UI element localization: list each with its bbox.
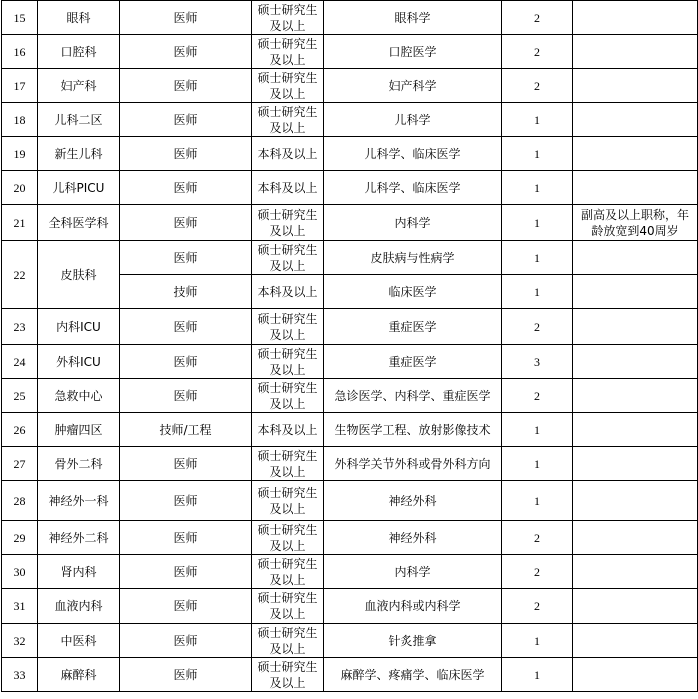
- cell-no: 26: [2, 413, 38, 447]
- cell-count: 2: [502, 589, 573, 624]
- table-row: [2, 555, 698, 589]
- cell-pos: 医师: [120, 658, 252, 692]
- cell-major: 儿科学: [324, 103, 502, 137]
- cell-no: 22: [2, 241, 38, 309]
- cell-edu: 本科及以上: [252, 171, 324, 205]
- cell-edu: 硕士研究生及以上: [252, 103, 324, 137]
- cell-dept: 血液内科: [38, 589, 120, 624]
- cell-note: [573, 555, 698, 589]
- cell-dept: 肿瘤四区: [38, 413, 120, 447]
- cell-note: [573, 658, 698, 692]
- cell-no: 24: [2, 345, 38, 379]
- cell-pos: 技师/工程: [120, 413, 252, 447]
- cell-count: 2: [502, 555, 573, 589]
- table-row: [2, 624, 698, 658]
- cell-pos: 医师: [120, 379, 252, 413]
- cell-edu: 硕士研究生及以上: [252, 205, 324, 241]
- cell-edu: 硕士研究生及以上: [252, 447, 324, 481]
- cell-no: 19: [2, 137, 38, 171]
- cell-pos: 医师: [120, 241, 252, 275]
- cell-count: 2: [502, 521, 573, 555]
- cell-major: 内科学: [324, 205, 502, 241]
- cell-note: 副高及以上职称，年龄放宽到40周岁: [573, 205, 698, 241]
- cell-edu: 硕士研究生及以上: [252, 241, 324, 275]
- cell-note: [573, 624, 698, 658]
- cell-pos: 医师: [120, 103, 252, 137]
- cell-count: 2: [502, 309, 573, 345]
- cell-major: 眼科学: [324, 1, 502, 35]
- cell-edu: 硕士研究生及以上: [252, 69, 324, 103]
- cell-note: [573, 103, 698, 137]
- cell-pos: 医师: [120, 521, 252, 555]
- cell-count: 1: [502, 103, 573, 137]
- cell-edu: 硕士研究生及以上: [252, 589, 324, 624]
- cell-note: [573, 521, 698, 555]
- cell-major: 儿科学、临床医学: [324, 137, 502, 171]
- cell-note: [573, 1, 698, 35]
- cell-count: 2: [502, 69, 573, 103]
- cell-dept: 皮肤科: [38, 241, 120, 309]
- cell-no: 28: [2, 481, 38, 521]
- cell-no: 15: [2, 1, 38, 35]
- cell-major: 麻醉学、疼痛学、临床医学: [324, 658, 502, 692]
- table-row: [2, 241, 698, 275]
- cell-count: 2: [502, 379, 573, 413]
- table-row: [2, 447, 698, 481]
- table-row: [2, 658, 698, 692]
- cell-no: 17: [2, 69, 38, 103]
- cell-no: 33: [2, 658, 38, 692]
- cell-edu: 硕士研究生及以上: [252, 624, 324, 658]
- cell-no: 23: [2, 309, 38, 345]
- table-row: [2, 69, 698, 103]
- cell-note: [573, 35, 698, 69]
- cell-note: [573, 379, 698, 413]
- table-row: [2, 103, 698, 137]
- table-row: [2, 171, 698, 205]
- cell-note: [573, 345, 698, 379]
- cell-pos: 医师: [120, 69, 252, 103]
- cell-dept: 全科医学科: [38, 205, 120, 241]
- cell-dept: 眼科: [38, 1, 120, 35]
- cell-no: 32: [2, 624, 38, 658]
- cell-pos: 医师: [120, 447, 252, 481]
- cell-count: 1: [502, 624, 573, 658]
- cell-pos: 医师: [120, 345, 252, 379]
- cell-pos: 医师: [120, 309, 252, 345]
- table-row: [2, 345, 698, 379]
- cell-pos: 医师: [120, 481, 252, 521]
- cell-edu: 硕士研究生及以上: [252, 521, 324, 555]
- cell-major: 内科学: [324, 555, 502, 589]
- cell-no: 16: [2, 35, 38, 69]
- cell-note: [573, 275, 698, 309]
- cell-dept: 神经外二科: [38, 521, 120, 555]
- cell-major: 重症医学: [324, 309, 502, 345]
- cell-pos: 医师: [120, 555, 252, 589]
- cell-pos: 医师: [120, 137, 252, 171]
- cell-edu: 硕士研究生及以上: [252, 1, 324, 35]
- cell-dept: 内科ICU: [38, 309, 120, 345]
- cell-note: [573, 171, 698, 205]
- cell-major: 针炙推拿: [324, 624, 502, 658]
- cell-note: [573, 413, 698, 447]
- cell-dept: 中医科: [38, 624, 120, 658]
- cell-dept: 肾内科: [38, 555, 120, 589]
- cell-major: 临床医学: [324, 275, 502, 309]
- table-row: [2, 205, 698, 241]
- cell-count: 1: [502, 137, 573, 171]
- table-row: [2, 309, 698, 345]
- table-row: [2, 137, 698, 171]
- cell-edu: 硕士研究生及以上: [252, 658, 324, 692]
- cell-note: [573, 69, 698, 103]
- cell-dept: 儿科PICU: [38, 171, 120, 205]
- cell-count: 1: [502, 205, 573, 241]
- cell-count: 2: [502, 1, 573, 35]
- cell-note: [573, 481, 698, 521]
- cell-pos: 医师: [120, 589, 252, 624]
- cell-edu: 硕士研究生及以上: [252, 481, 324, 521]
- cell-major: 口腔医学: [324, 35, 502, 69]
- cell-pos: 医师: [120, 1, 252, 35]
- table-row: [2, 481, 698, 521]
- cell-edu: 硕士研究生及以上: [252, 555, 324, 589]
- cell-no: 27: [2, 447, 38, 481]
- cell-major: 皮肤病与性病学: [324, 241, 502, 275]
- cell-no: 21: [2, 205, 38, 241]
- table-row: [2, 521, 698, 555]
- cell-dept: 神经外一科: [38, 481, 120, 521]
- cell-note: [573, 241, 698, 275]
- cell-dept: 妇产科: [38, 69, 120, 103]
- cell-no: 29: [2, 521, 38, 555]
- cell-no: 30: [2, 555, 38, 589]
- cell-major: 急诊医学、内科学、重症医学: [324, 379, 502, 413]
- table-row: [2, 35, 698, 69]
- cell-count: 1: [502, 447, 573, 481]
- cell-dept: 新生儿科: [38, 137, 120, 171]
- cell-edu: 本科及以上: [252, 137, 324, 171]
- cell-dept: 口腔科: [38, 35, 120, 69]
- cell-edu: 本科及以上: [252, 413, 324, 447]
- cell-edu: 本科及以上: [252, 275, 324, 309]
- cell-major: 外科学关节外科或骨外科方向: [324, 447, 502, 481]
- cell-count: 2: [502, 35, 573, 69]
- cell-note: [573, 309, 698, 345]
- cell-dept: 急救中心: [38, 379, 120, 413]
- cell-major: 血液内科或内科学: [324, 589, 502, 624]
- cell-pos: 技师: [120, 275, 252, 309]
- cell-major: 生物医学工程、放射影像技术: [324, 413, 502, 447]
- cell-pos: 医师: [120, 171, 252, 205]
- cell-count: 1: [502, 275, 573, 309]
- cell-pos: 医师: [120, 35, 252, 69]
- cell-note: [573, 589, 698, 624]
- cell-major: 神经外科: [324, 481, 502, 521]
- cell-count: 1: [502, 658, 573, 692]
- table-row: [2, 589, 698, 624]
- cell-no: 25: [2, 379, 38, 413]
- cell-count: 3: [502, 345, 573, 379]
- table-row: [2, 1, 698, 35]
- cell-major: 儿科学、临床医学: [324, 171, 502, 205]
- cell-edu: 硕士研究生及以上: [252, 345, 324, 379]
- cell-edu: 硕士研究生及以上: [252, 35, 324, 69]
- cell-edu: 硕士研究生及以上: [252, 379, 324, 413]
- cell-no: 18: [2, 103, 38, 137]
- cell-dept: 骨外二科: [38, 447, 120, 481]
- cell-count: 1: [502, 241, 573, 275]
- cell-no: 20: [2, 171, 38, 205]
- cell-major: 重症医学: [324, 345, 502, 379]
- cell-major: 妇产科学: [324, 69, 502, 103]
- cell-dept: 儿科二区: [38, 103, 120, 137]
- cell-count: 1: [502, 481, 573, 521]
- cell-edu: 硕士研究生及以上: [252, 309, 324, 345]
- cell-note: [573, 447, 698, 481]
- table-body: [2, 1, 698, 692]
- cell-dept: 外科ICU: [38, 345, 120, 379]
- cell-no: 31: [2, 589, 38, 624]
- cell-count: 1: [502, 413, 573, 447]
- table-row: [2, 413, 698, 447]
- cell-count: 1: [502, 171, 573, 205]
- cell-major: 神经外科: [324, 521, 502, 555]
- cell-note: [573, 137, 698, 171]
- recruitment-table: [1, 0, 698, 692]
- cell-pos: 医师: [120, 624, 252, 658]
- cell-dept: 麻醉科: [38, 658, 120, 692]
- cell-pos: 医师: [120, 205, 252, 241]
- table-row: [2, 379, 698, 413]
